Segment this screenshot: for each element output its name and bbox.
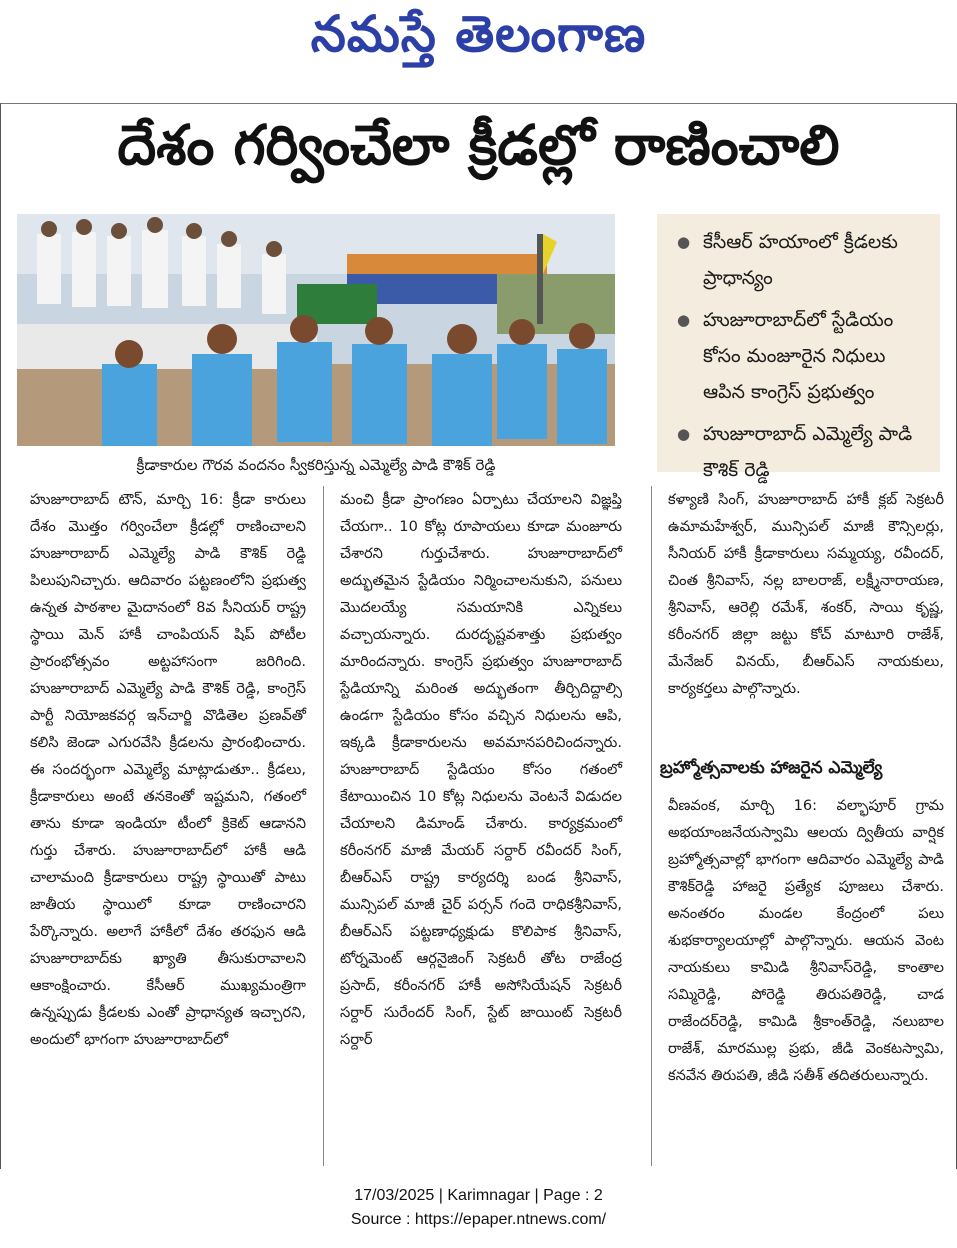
highlight-item: ● హుజూరాబాద్‌లో స్టేడియం కోసం మంజూరైన నిధులు ఆపిన కాంగ్రెస్ ప్రభుత్వం (677, 302, 932, 410)
subarticle-body: వీణవంక, మార్చి 16: వల్భాపూర్ గ్రామ అభయాంజనేయస్వామి ఆలయ ద్వితీయ వార్షిక బ్రహ్మోత్సవాల్లో భాగంగా ఆదివారం ఎమ్మెల్యే పాడి కౌశిక్‌రెడ్డి హాజరై ప్రత్యేక పూజలు చేశారు. అనంతరం మండల కేంద్రంలో పలు శుభకార్యాలయాల్లో పాల్గొన్నారు. ఆయన వెంట నాయకులు కామిడి శ్రీనివాస్‌రెడ్డి, కాంతాల సమ్మిరెడ్డి, పోరెడ్డి తిరుపతిరెడ్డి, చాడ రాజేందర్‌రెడ్డి, కామిడి శ్రీకాంత్‌రెడ్డి, నలుబాల రాజేశ్, మారముల్ల ప్రభు, జీడి వెంకటస్వామి, కనవేన తిరుపతి, జీడి సతీశ్ తదితరులున్నారు. (668, 797, 944, 1084)
masthead-logo-text: నమస్తే తెలంగాణ (310, 4, 647, 63)
photo-caption: క్రీడాకారుల గౌరవ వందనం స్వీకరిస్తున్న ఎమ్మెల్యే పాడి కౌశిక్ రెడ్డి (136, 456, 496, 474)
bullet-icon: ● (677, 311, 691, 329)
article-column-1: హుజూరాబాద్ టౌన్, మార్చి 16: క్రీడా కారులు దేశం మొత్తం గర్వించేలా క్రీడల్లో రాణించాలని హుజూరాబాద్ ఎమ్మెల్యే పాడి కౌశిక్ రెడ్డి పిలుపునిచ్చారు. ఆదివారం పట్టణంలోని ప్రభుత్వ ఉన్నత పాఠశాల మైదానంలో 8వ సీనియర్ రాష్ట్ర స్థాయి మెన్ హాకీ చాంపియన్ షిప్ పోటీల ప్రారంభోత్సవం అట్టహాసంగా జరిగింది. హుజూరాబాద్ ఎమ్మెల్యే పాడి కౌశిక్ రెడ్డి, కాంగ్రెస్ పార్టీ నియోజకవర్గ ఇన్‌చార్జి వొడితెల ప్రణవ్‌తో కలిసి జెండా ఎగురవేసి క్రీడలను ప్రారంభించారు. ఈ సందర్భంగా ఎమ్మెల్యే మాట్లాడుతూ.. క్రీడలు, క్రీడాకారులు అంటే తనకెంతో ఇష్టమని, గతంలో తాను కూడా ఇండియా టీంలో క్రికెట్ ఆడానని గుర్తు చేశారు. హుజూరాబాద్‌లో హాకీ ఆడి చాలామంది క్రీడాకారులు రాష్ట్ర స్థాయితో పాటు జాతీయ స్థాయిలో కూడా రాణించారని పేర్కొన్నారు. అలాగే హాకీలో దేశం తరఫున ఆడి హుజూరాబాద్‌కు ఖ్యాతి తీసుకురావాలని ఆకాంక్షించారు. కేసీఆర్ ముఖ్యమంత్రిగా ఉన్నప్పుడు క్రీడలకు ఎంతో ప్రాధాన్యత ఇచ్చారని, అందులో భాగంగా హుజూరాబాద్‌లో (30, 491, 306, 1048)
edition-info: 17/03/2025 | Karimnagar | Page : 2 (354, 1187, 603, 1204)
headline (10, 106, 947, 198)
highlights-box (657, 214, 940, 481)
column-divider (323, 486, 324, 1166)
column-divider (651, 486, 652, 1166)
photo-illustration (17, 214, 615, 446)
article-column-3: కళ్యాణి సింగ్, హుజూరాబాద్ హాకీ క్లబ్ సెక్రటరీ ఉమామహేశ్వర్, మున్సిపల్ మాజీ కౌన్సిలర్లు, సీనియర్ హాకీ క్రీడాకారులు సమ్మయ్య, రవీందర్, చింత శ్రీనివాస్, నల్ల బాలరాజ్, లక్ష్మీనారాయణ, శ్రీనివాస్, ఆరెల్లి రమేశ్, శంకర్, సాయి కృష్ణ, కరీంనగర్ జిల్లా జట్టు కోచ్ మాటూరి రాజేశ్, మేనేజర్ వినయ్, బీఆర్ఎస్ నాయకులు, కార్యకర్తలు పాల్గొన్నారు. (668, 491, 944, 697)
highlight-item: ● హుజూరాబాద్ ఎమ్మెల్యే పాడి కౌశిక్ రెడ్డి (677, 416, 932, 488)
subarticle-heading: బ్రహ్మోత్సవాలకు హాజరైన ఎమ్మెల్యే (660, 758, 883, 778)
bullet-icon: ● (677, 233, 691, 251)
page-footer (0, 1184, 957, 1232)
masthead (0, 0, 957, 80)
headline-text: దేశం గర్వించేలా క్రీడల్లో రాణించాలి (117, 113, 840, 177)
source-link[interactable]: Source : https://epaper.ntnews.com/ (350, 1211, 607, 1228)
article-column-2: మంచి క్రీడా ప్రాంగణం ఏర్పాటు చేయాలని విజ్ఞప్తి చేయగా.. 10 కోట్ల రూపాయలు కూడా మంజూరు చేశారని గుర్తుచేశారు. హుజూరాబాద్‌లో అద్భుతమైన స్టేడియం నిర్మించాలనుకుని, పనులు మొదలయ్యే సమయానికి ఎన్నికలు వచ్చాయన్నారు. దురదృష్టవశాత్తు ప్రభుత్వం మారిందన్నారు. కాంగ్రెస్ ప్రభుత్వం హుజూరాబాద్ స్టేడియాన్ని మరింత అద్భుతంగా తీర్చిదిద్దాల్సి ఉండగా స్టేడియం కోసం వచ్చిన నిధులను ఆపి, ఇక్కడి క్రీడాకారులను అవమానపరిచిందన్నారు. హుజూరాబాద్ స్టేడియం కోసం గతంలో కేటాయించిన 10 కోట్ల నిధులను వెంటనే విడుదల చేయాలని డిమాండ్ చేశారు. కార్యక్రమంలో కరీంనగర్ మాజీ మేయర్ సర్దార్ రవీందర్ సింగ్, బీఆర్ఎస్ రాష్ట్ర కార్యదర్శి బండ శ్రీనివాస్, మున్సిపల్ మాజీ చైర్ పర్సన్ గందె రాధికశ్రీనివాస్, బీఆర్ఎస్ పట్టణాధ్యక్షుడు కొలిపాక శ్రీనివాస్, టోర్నమెంట్ ఆర్గనైజింగ్ సెక్రటరీ తోట రాజేంద్ర ప్రసాద్, కరీంనగర్ హాకీ అసోసియేషన్ సెక్రటరీ సర్దార్ సురేందర్ సింగ్, స్టేట్ జాయింట్ సెక్రటరీ సర్దార్ (340, 491, 622, 1048)
news-photo (17, 214, 615, 446)
highlight-item: ● కేసీఆర్ హయాంలో క్రీడలకు ప్రాధాన్యం (677, 224, 932, 296)
bullet-icon: ● (677, 425, 691, 443)
